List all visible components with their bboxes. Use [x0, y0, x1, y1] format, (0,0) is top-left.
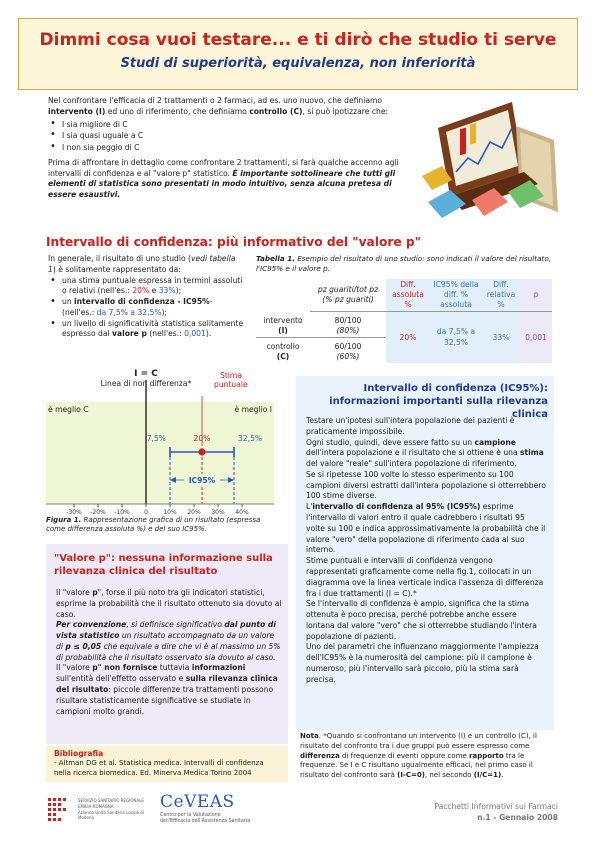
row-value-pct: (60%)	[336, 352, 360, 362]
row-value-text: 80/100	[334, 316, 362, 326]
nota-b2: rapporto	[469, 751, 504, 760]
table1-caption	[256, 254, 552, 273]
table1-caption-label: Tabella 1.	[256, 254, 295, 263]
ci-lower-label: 7,5%	[146, 434, 166, 443]
nota-c: tra le frequenze. Se I e C risultano ugualmente efficaci, nel primo caso il risultato del confronto sarà	[300, 751, 533, 780]
pv-p3-e: : piccole differenze tra trattamenti possono risultare statisticamente significative se studiate in campioni molto grandi.	[56, 685, 274, 716]
section1-text	[48, 254, 244, 340]
nota-b3: (I-C=0)	[397, 771, 425, 780]
intro-text	[48, 96, 400, 201]
diff-abs-cell: 20%	[386, 312, 430, 364]
bibliography-title: Bibliografia	[54, 749, 104, 758]
row-value-text: 60/100	[334, 342, 362, 352]
intro-p2-text: Prima di affrontare in dettaglio come confrontare 2 trattamenti, si farà qualche accenno agli intervalli di confidenza e al "valore p" statistico.	[48, 157, 399, 178]
ci-upper-label: 32,5%	[238, 434, 263, 443]
computer-illustration	[420, 80, 568, 230]
series-issue: n.1 - Gennaio 2008	[477, 812, 558, 822]
s1-b2-val: da 7,5% a 32,5%	[96, 307, 162, 317]
ic-p2-d: del valore "reale" sull'intera popolazione di riferimento.	[306, 459, 517, 469]
table1-block	[256, 254, 552, 363]
intro-bullet: • I sia quasi uguale a C	[50, 130, 400, 142]
intro-controllo: controllo (C)	[249, 106, 303, 116]
ic-p2-b2: stima	[520, 448, 544, 458]
ic-p5: Stime puntuali e intervalli di confidenza vengono rappresentati graficamente come nella fig.1, collocati in un diagramma ove la linea verticale indica l'assenza di differenza fra i due trattamenti (I = C).*	[306, 556, 544, 598]
nota-label: Nota	[300, 732, 319, 740]
nota-a: . *Quando si confrontano un intervento (I) e un controllo (C), il risultato del confronto tra i due gruppi può essere espresso come	[300, 732, 537, 750]
s1-bullet-ic	[50, 297, 244, 319]
nota-e: .	[501, 771, 504, 780]
plot-background	[46, 402, 274, 504]
intro-p2-emphasis: È importante sottolineare che tutti gli elementi di statistica sono presentati in modo intuitivo, senza alcuna pretesa di essere esaustivi.	[48, 168, 396, 200]
s1-bullet-estimate	[50, 276, 244, 298]
ic-p4-a: L'	[306, 502, 313, 512]
table-header-cell: pz guariti/tot pz (% pz guariti)	[310, 279, 386, 311]
row-value	[310, 338, 386, 364]
ceveas-sub2: dell'Efficacia dell'Assistenza Sanitaria	[160, 819, 251, 825]
footer-series	[380, 802, 558, 823]
table-header-blank	[256, 279, 310, 311]
ic-box	[296, 376, 554, 730]
section1-bullets	[50, 276, 244, 341]
ssr-logo	[46, 796, 156, 826]
ssr-line3: Azienda Unità Sanitaria Locale di Modena	[78, 809, 144, 821]
x-tick-label: 40%	[235, 509, 249, 516]
line-label: Linea di non differenza*	[100, 379, 192, 388]
intro-text-a: Nel confrontare l'efficacia di 2 trattamenti o 2 farmaci, ad es. uno nuovo, che definiamo	[48, 96, 383, 105]
ic-p2-c: dell'intera popolazione e il risultato che si ottiene è una	[306, 448, 521, 458]
row-label-text: controllo	[266, 342, 300, 352]
intro-text-b: ed uno di riferimento, che definiamo	[105, 106, 250, 116]
row-label	[256, 338, 310, 364]
section1-title: Intervallo di confidenza: più informativo del "valore p"	[46, 235, 421, 249]
s1-b3-text: un livello di significatività statistica solitamente espresso dal	[62, 318, 244, 339]
table-header-cell: Diff. assoluta %	[386, 279, 430, 311]
ic-label: IC95%	[188, 476, 216, 485]
pvalue-body	[56, 588, 282, 717]
pvalue-p2	[56, 620, 282, 663]
s1-bullet-pvalue	[50, 319, 244, 341]
ic-p6: Se l'intervallo di confidenza è ampio, significa che la stima ottenuta è poco precisa, perché potrebbe anche essere lontana dal valore "vero" che si otterrebbe studiando l'intera popolazione di pazienti.	[306, 599, 537, 641]
results-table	[256, 279, 552, 363]
x-tick-label: 0	[144, 509, 148, 516]
ic-box-title: Intervallo di confidenza (IC95%): informazioni importanti sulla rilevanza clinica	[329, 383, 548, 420]
bibliography-entry: - Altman DG et al. Statistica medica. Intervalli di confidenza nella ricerca biomedica. Ed. Minerva Medica Torino 2004	[54, 759, 264, 777]
p-value-cell: 0,001	[520, 312, 552, 364]
page-subtitle: Studi di superiorità, equivalenza, non inferiorità	[120, 56, 476, 71]
intro-text-c: , si può ipotizzare che:	[302, 106, 389, 116]
pvalue-box	[46, 544, 288, 744]
s1-b3-bold: valore p	[112, 329, 147, 339]
stima-label-1: Stima	[220, 371, 242, 380]
s1-text-b: ) è solitamente rappresentato da:	[52, 264, 181, 274]
x-tick-label: 10%	[163, 509, 177, 516]
pv-p1-a: Il "valore	[56, 588, 93, 597]
pv-p2-b3: p ≤ 0,05	[65, 641, 102, 651]
intro-bullets	[50, 119, 400, 154]
table-header-row	[256, 279, 552, 311]
table-row	[256, 312, 552, 338]
row-label-code: (I)	[278, 325, 288, 335]
intro-bullet: • I sia migliore di C	[50, 119, 400, 131]
ic-p2-b1: campione	[474, 437, 516, 447]
point-estimate-marker	[198, 448, 205, 455]
x-tick-label: 30%	[211, 509, 225, 516]
ceveas-wordmark: CeVEAS	[160, 792, 235, 812]
intro-paragraph-2	[48, 158, 400, 201]
s1-text-a: In generale, il risultato di uno studio (	[48, 254, 191, 263]
table1-caption-text: Esempio del risultato di uno studio: sono indicati il valore del risultato, l'IC95% e il valore p.	[256, 254, 552, 273]
row-value-pct: (80%)	[336, 326, 360, 336]
row-label	[256, 312, 310, 338]
pvalue-title: "Valore p": nessuna informazione sulla rilevanza clinica del risultato	[54, 553, 273, 577]
right-label: è meglio I	[234, 405, 272, 414]
section1-intro	[48, 254, 244, 276]
figure1-caption-label: Figura 1.	[46, 516, 82, 524]
ic-p7: Uno dei parametri che influenzano maggiormente l'ampiezza dell'IC95% è la numerosità del campione: più il campione è numeroso, più l'intervallo sarà piccolo, più la stima sarà precisa.	[306, 642, 539, 684]
row-label-code: (C)	[276, 352, 290, 362]
page-title: Dimmi cosa vuoi testare... e ti dirò che studio ti serve	[39, 30, 557, 50]
row-label-text: intervento	[263, 315, 303, 325]
s1-b1-end: );	[175, 286, 182, 296]
table-header-cell: IC95% della diff. % assoluta	[430, 279, 482, 311]
x-ticks	[66, 504, 249, 516]
intro-paragraph	[48, 96, 400, 118]
ic-p1: Testare un'ipotesi sull'intera popolazione dei pazienti è praticamente impossibile.	[306, 416, 515, 436]
nota-b1: differenza	[300, 751, 340, 760]
ssr-logo-text	[78, 798, 158, 821]
x-tick-label: -30%	[66, 509, 82, 516]
pvalue-p3	[56, 663, 282, 717]
nota-b4: (I/C=1)	[473, 771, 502, 780]
s1-b3-val: 0,001	[184, 329, 206, 339]
s1-b2-bold: intervallo di confidenza - IC95%	[74, 297, 210, 307]
pv-p2-b2: dal punto di vista statistico	[56, 620, 276, 641]
intro-bullet: • I non sia peggio di C	[50, 142, 400, 154]
s1-table-ref: vedi tabella 1	[48, 254, 236, 274]
pv-p3-d: sull'entità dell'effetto osservato e	[56, 674, 186, 684]
s1-b2-end: );	[161, 307, 168, 317]
pv-p2-b1: Per convenzione	[56, 620, 127, 630]
ic-box-body	[306, 416, 546, 686]
x-tick-label: -10%	[114, 509, 130, 516]
pv-p3-c: tuttavia	[157, 663, 192, 673]
pv-p1-c: ", forse il più noto tra gli indicatori statistici, esprime la probabilità che il risultato ottenuto sia dovuto al caso.	[56, 588, 282, 619]
nota-d: , nel secondo	[424, 771, 474, 780]
figure-title: I = C	[134, 369, 158, 379]
pv-p3-b1: p" non fornisce	[92, 663, 158, 673]
pv-p2-a: , si definisce significativo	[126, 620, 225, 630]
ic-p4-c: esprime l'intervallo di valori entro il quale cadrebbero i risultati 95 volte su 100 e indica approssimativamente la probabilità che il valore "vero" della popolazione di riferimento cada al suo interno.	[306, 502, 546, 555]
stima-label-2: puntuale	[214, 380, 248, 389]
s1-b2-mid: - (nell'es.:	[62, 297, 213, 317]
s1-b1-and: e	[149, 286, 159, 296]
ceveas-sub1: Centro per la Valutazione	[160, 813, 221, 818]
series-name: Pacchetti Informativi sui Farmaci	[434, 802, 558, 811]
bibliography	[46, 746, 288, 782]
table-header-cell: Diff. relativa %	[482, 279, 520, 311]
nota-b: di frequenze di eventi oppure come	[339, 751, 470, 760]
point-label: 20%	[193, 434, 211, 443]
left-label: è meglio C	[48, 405, 89, 414]
pv-p3-b2: informazioni	[191, 663, 246, 673]
ic-p4	[306, 502, 546, 556]
ic-p2-a: Ogni studio, quindi, deve essere fatto su un	[306, 437, 475, 447]
pv-p1-b: p	[92, 588, 98, 597]
nota	[300, 732, 554, 781]
ic-p2	[306, 438, 546, 470]
ic95-cell: da 7,5% a 32,5%	[430, 312, 482, 364]
s1-b2-text: un	[62, 297, 75, 307]
ic-p4-b: intervallo di confidenza al 95% (IC95%)	[312, 502, 481, 512]
x-tick-label: -20%	[90, 509, 106, 516]
figure1-caption	[46, 516, 280, 535]
x-tick-label: 20%	[187, 509, 201, 516]
s1-b3-end: ).	[205, 329, 212, 339]
pv-p3-b3: sulla rilevanza clinica del risultato	[56, 674, 278, 695]
ssr-line2: EMILIA-ROMAGNA	[78, 803, 114, 809]
ssr-line1: SERVIZIO SANITARIO REGIONALE	[78, 798, 144, 803]
s1-b3-mid: (nell'es.:	[146, 329, 185, 339]
s1-b1-val1: 20%	[132, 286, 150, 296]
pv-p2-d: che equivale a dire che vi è al massimo un 5% di probabilità che il risultato osservato sia dovuto al caso.	[56, 641, 281, 662]
figure1	[46, 368, 280, 540]
table-header-cell: p	[520, 279, 552, 311]
row-value	[310, 312, 386, 338]
s1-b1-text: una stima puntuale espressa in termini assoluti o relativi (nell'es.:	[62, 275, 243, 296]
pvalue-p1	[56, 588, 282, 620]
pv-p2-c: un risultato accompagnato da un valore di	[56, 631, 275, 651]
figure1-caption-text: Rappresentazione grafica di un risultato (espressa come differenza assoluta %) e del suo IC95%.	[46, 516, 261, 534]
ssr-logo-mark	[46, 796, 74, 824]
ic-p3: Se si ripetesse 100 volte lo stesso esperimento su 100 campioni diversi estratti dall'intera popolazione si otterrebbero 100 stime diverse.	[306, 469, 546, 501]
figure1-svg	[46, 368, 280, 518]
ceveas-logo	[160, 794, 280, 828]
intro-intervento: intervento (I)	[48, 106, 106, 116]
pv-p3-a: Il "valore	[56, 663, 93, 673]
s1-b1-val2: 33%	[158, 286, 176, 296]
diff-rel-cell: 33%	[482, 312, 520, 364]
